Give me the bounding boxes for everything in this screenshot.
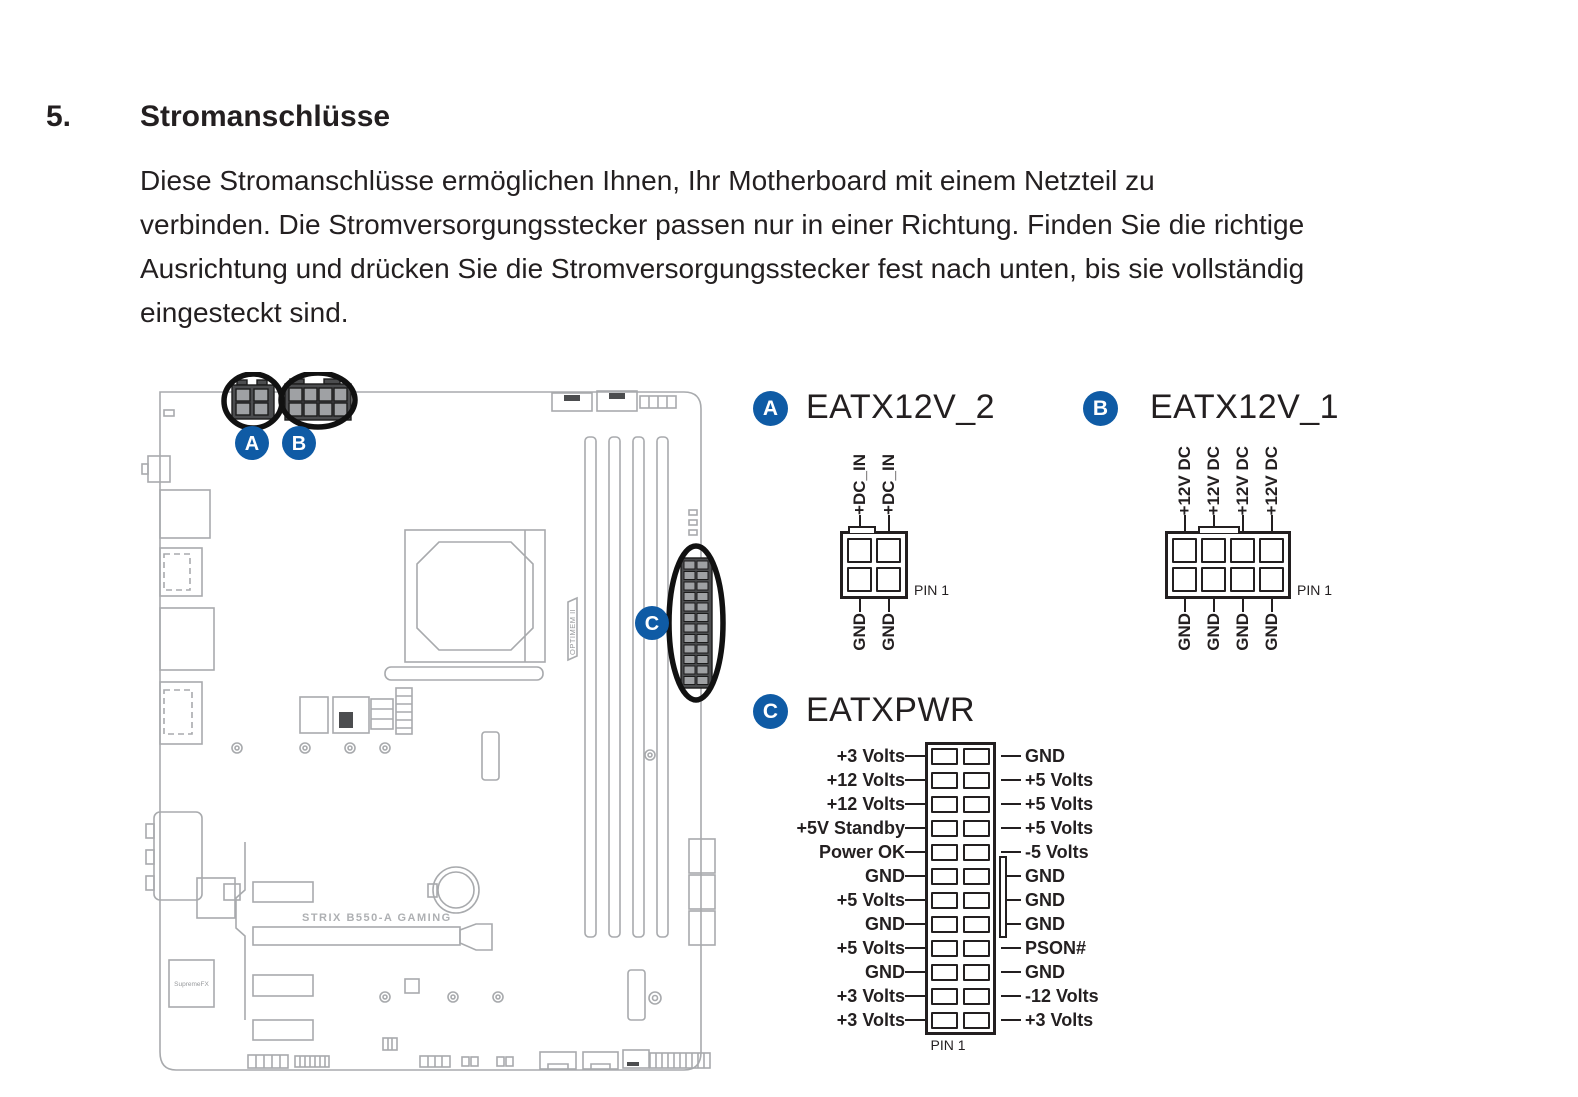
pin-lead-line xyxy=(905,779,925,781)
pin-label: GND xyxy=(865,961,905,982)
pin-label: GND xyxy=(1025,913,1065,934)
pin-lead-line xyxy=(905,947,925,949)
pin-label: GND xyxy=(1025,961,1065,982)
pin-lead-line xyxy=(905,923,925,925)
section-title: Stromanschlüsse xyxy=(140,100,391,133)
board-4pin-connector xyxy=(232,380,274,419)
pin-cell xyxy=(1259,538,1284,563)
body-line: verbinden. Die Stromversorgungsstecker passen nur in einer Richtung. Finden Sie die richtige xyxy=(140,209,1305,240)
pin-row xyxy=(760,768,1190,792)
pin-lead-line xyxy=(905,851,925,853)
pin-row xyxy=(760,864,1190,888)
pin-lead-line xyxy=(888,597,890,612)
pin-row xyxy=(760,816,1190,840)
pin-row xyxy=(760,1008,1190,1032)
body-line: Ausrichtung und drücken Sie die Stromversorgungsstecker fest nach unten, bis sie vollständig xyxy=(140,253,1305,284)
pin-row xyxy=(760,984,1190,1008)
pin-cell xyxy=(876,538,901,563)
pin-label: -12 Volts xyxy=(1025,985,1099,1006)
pin-label: GND xyxy=(1232,613,1252,651)
body-line: Diese Stromanschlüsse ermöglichen Ihnen, Ihr Motherboard mit einem Netzteil zu xyxy=(140,165,1155,196)
pin-cell xyxy=(1172,567,1197,592)
pin-lead-line xyxy=(859,597,861,612)
pin-label: +12 Volts xyxy=(826,793,905,814)
pin-lead-line xyxy=(1271,597,1273,612)
body-line: eingesteckt sind. xyxy=(140,297,349,328)
pin-lead-line xyxy=(1001,803,1021,805)
pin-label: +DC_IN xyxy=(849,454,869,515)
motherboard-diagram xyxy=(140,372,740,1074)
pin-row xyxy=(760,840,1190,864)
pin-label: GND xyxy=(1025,889,1065,910)
pin-label: +5 Volts xyxy=(836,889,905,910)
pin-label: Power OK xyxy=(818,841,905,862)
pin-lead-line xyxy=(1001,971,1021,973)
pin-cell xyxy=(1259,567,1284,592)
pin-label: GND xyxy=(1203,613,1223,651)
pin-label: +5 Volts xyxy=(1025,793,1094,814)
pin-cell xyxy=(847,538,872,563)
pin1-label: PIN 1 xyxy=(930,1037,966,1053)
pin-label: GND xyxy=(878,613,898,651)
pin-lead-line xyxy=(1001,851,1021,853)
pin-cell xyxy=(847,567,872,592)
connector-c-name: EATXPWR xyxy=(806,691,976,729)
pin-label: +12V DC xyxy=(1174,445,1194,515)
pin-cell xyxy=(876,567,901,592)
pin-lead-line xyxy=(1184,597,1186,612)
board-callout-badge-c xyxy=(635,606,669,640)
pin-row xyxy=(760,792,1190,816)
pin-label: GND xyxy=(1261,613,1281,651)
board-callout-letter-c: C xyxy=(644,613,660,635)
pin-label: GND xyxy=(1174,613,1194,651)
pin-lead-line xyxy=(905,971,925,973)
pin-label: +5 Volts xyxy=(1025,817,1094,838)
pin-row xyxy=(760,912,1190,936)
pin-lead-line xyxy=(1242,597,1244,612)
pin-label: +3 Volts xyxy=(836,745,905,766)
supremefx-label: SupremeFX xyxy=(174,981,209,988)
board-model-label: STRIX B550-A GAMING xyxy=(302,912,452,924)
callout-b-badge: B xyxy=(1083,391,1118,426)
connector-b-pinout xyxy=(1153,437,1383,707)
pin-label: GND xyxy=(1025,745,1065,766)
pin-lead-line xyxy=(905,899,925,901)
connector-c-pinout xyxy=(760,744,1200,1064)
pin-row xyxy=(760,936,1190,960)
pin-row xyxy=(760,744,1190,768)
pin-label: GND xyxy=(849,613,869,651)
pin-label: +3 Volts xyxy=(836,985,905,1006)
pin-lead-line xyxy=(1213,597,1215,612)
section-number: 5. xyxy=(46,100,72,133)
board-callout-badge-b xyxy=(282,426,316,460)
pin-label: GND xyxy=(865,913,905,934)
pin-lead-line xyxy=(905,875,925,877)
pin-label: GND xyxy=(865,865,905,886)
pin-label: PSON# xyxy=(1025,937,1087,958)
connector-b-name: EATX12V_1 xyxy=(1150,388,1340,426)
pin-lead-line xyxy=(905,827,925,829)
connector-a-body xyxy=(840,531,908,599)
pin-label: +3 Volts xyxy=(1025,1009,1094,1030)
connector-b-body xyxy=(1165,531,1291,599)
board-callout-letter-b: B xyxy=(291,433,307,455)
pin-label: +5V Standby xyxy=(796,817,905,838)
callout-c-badge: C xyxy=(753,694,788,729)
pin-cell xyxy=(1201,567,1226,592)
board-8pin-connector xyxy=(285,379,351,420)
pin-lead-line xyxy=(905,995,925,997)
pin-label: +3 Volts xyxy=(836,1009,905,1030)
pin-row xyxy=(760,888,1190,912)
callout-a-badge: A xyxy=(753,391,788,426)
pin-lead-line xyxy=(1001,995,1021,997)
body-paragraph xyxy=(140,159,1450,335)
pin-cell xyxy=(1230,538,1255,563)
board-callout-badge-a xyxy=(235,426,269,460)
pin-label: +5 Volts xyxy=(1025,769,1094,790)
connector-a-name: EATX12V_2 xyxy=(806,388,996,426)
pin-row xyxy=(760,960,1190,984)
pin-cell xyxy=(1201,538,1226,563)
pin-label: -5 Volts xyxy=(1025,841,1089,862)
pin1-label: PIN 1 xyxy=(914,582,950,598)
connector-c-latch xyxy=(999,856,1007,938)
pin-lead-line xyxy=(905,755,925,757)
pin-label: GND xyxy=(1025,865,1065,886)
optimem-label: OPTIMEM II xyxy=(568,608,577,655)
pin-cell xyxy=(1172,538,1197,563)
pin-lead-line xyxy=(1001,827,1021,829)
pin-lead-line xyxy=(1001,1019,1021,1021)
pin-lead-line xyxy=(1001,755,1021,757)
pin-label: +12V DC xyxy=(1232,445,1252,515)
pin-label: +12V DC xyxy=(1203,445,1223,515)
board-callout-letter-a: A xyxy=(244,433,260,455)
pin-label: +DC_IN xyxy=(878,454,898,515)
pin-label: +12 Volts xyxy=(826,769,905,790)
pin-label: +5 Volts xyxy=(836,937,905,958)
pin-lead-line xyxy=(1001,947,1021,949)
pin1-label: PIN 1 xyxy=(1297,582,1333,598)
pin-lead-line xyxy=(905,1019,925,1021)
connector-a-notch xyxy=(848,526,876,533)
pin-cell xyxy=(1230,567,1255,592)
pin-lead-line xyxy=(1001,779,1021,781)
connector-a-pinout xyxy=(828,437,1018,707)
connector-b-notch xyxy=(1198,526,1240,533)
pin-label: +12V DC xyxy=(1261,445,1281,515)
board-24pin-connector xyxy=(681,558,712,688)
pin-lead-line xyxy=(905,803,925,805)
